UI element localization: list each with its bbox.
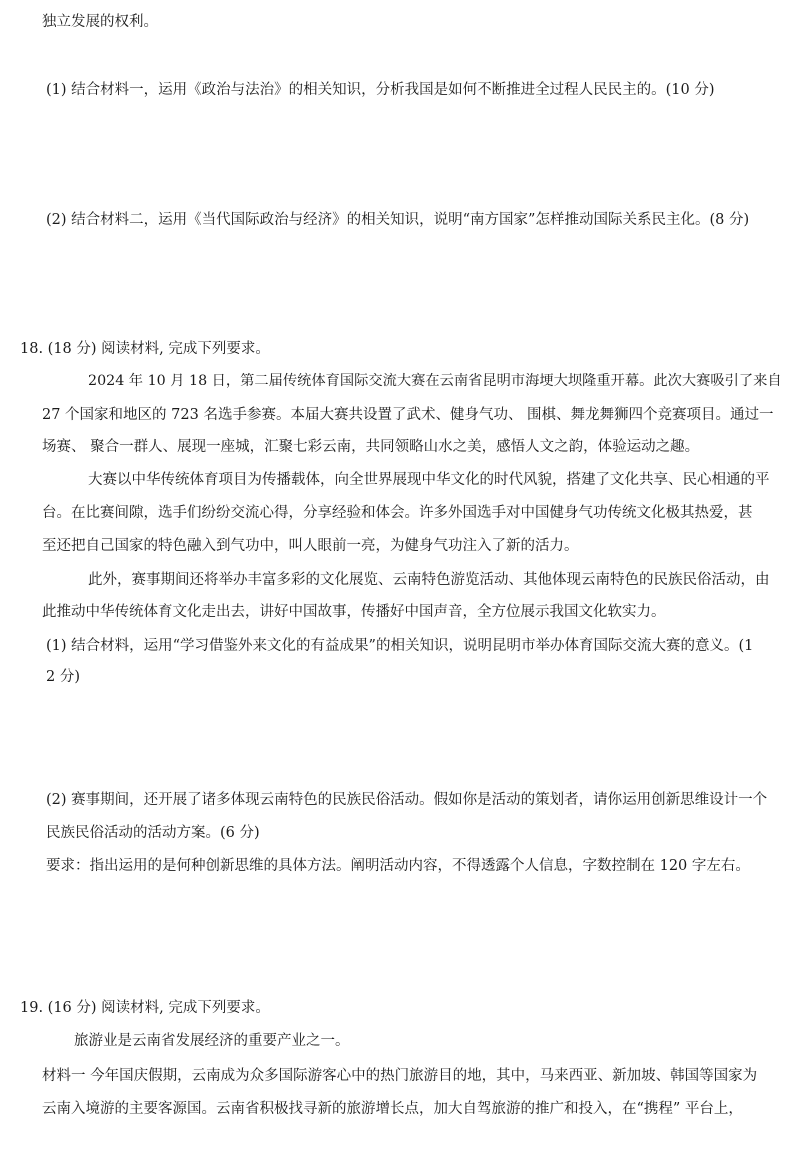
q18-subquestion-1-cont: 2 分) — [46, 669, 80, 685]
q18-material-line: 场赛、 聚合一群人、展现一座城，汇聚七彩云南，共同领略山水之美，感悟人文之韵，体验运动之趣。 — [42, 439, 700, 455]
q18-subquestion-2: (2) 赛事期间，还开展了诸多体现云南特色的民族民俗活动。假如你是活动的策划者，请你运用创新思维设计一个 — [46, 792, 768, 808]
q18-material-line: 台。在比赛间隙，选手们纷纷交流心得，分享经验和体会。许多外国选手对中国健身气功传统文化极其热爱，甚 — [42, 505, 753, 521]
q18-subquestion-2-cont: 民族民俗活动的活动方案。(6 分) — [46, 825, 260, 841]
q19-material-line: 云南入境游的主要客源国。云南省积极找寻新的旅游增长点，加大自驾旅游的推广和投入，在“携程” 平台上， — [42, 1101, 743, 1117]
q18-material-line: 大赛以中华传统体育项目为传播载体，向全世界展现中华文化的时代风貌，搭建了文化共享、民心相通的平 — [88, 472, 770, 488]
q18-material-line: 至还把自己国家的特色融入到气功中，叫人眼前一亮，为健身气功注入了新的活力。 — [42, 538, 579, 554]
q18-subquestion-1: (1) 结合材料，运用“学习借鉴外来文化的有益成果”的相关知识，说明昆明市举办体育国际交流大赛的意义。(1 — [46, 638, 754, 654]
q19-header: 19. (16 分) 阅读材料, 完成下列要求。 — [20, 1000, 270, 1016]
q17-subquestion-2: (2) 结合材料二，运用《当代国际政治与经济》的相关知识，说明“南方国家”怎样推动国际关系民主化。(8 分) — [46, 212, 750, 228]
q17-carryover-text: 独立发展的权利。 — [42, 14, 158, 30]
q18-material-line: 此推动中华传统体育文化走出去，讲好中国故事，传播好中国声音，全方位展示我国文化软实力。 — [42, 604, 666, 620]
q19-material-line: 材料一 今年国庆假期，云南成为众多国际游客心中的热门旅游目的地，其中，马来西亚、新加坡、韩国等国家为 — [42, 1068, 758, 1084]
q17-subquestion-1: (1) 结合材料一，运用《政治与法治》的相关知识，分析我国是如何不断推进全过程人民民主的。(10 分) — [46, 82, 715, 98]
q18-header: 18. (18 分) 阅读材料, 完成下列要求。 — [20, 341, 270, 357]
q18-material-line: 此外，赛事期间还将举办丰富多彩的文化展览、云南特色游览活动、其他体现云南特色的民族民俗活动，由 — [88, 572, 770, 588]
q19-intro: 旅游业是云南省发展经济的重要产业之一。 — [74, 1033, 350, 1049]
q18-material-line: 27 个国家和地区的 723 名选手参赛。本届大赛共设置了武术、健身气功、 围棋、舞龙舞狮四个竞赛项目。通过一 — [42, 407, 774, 423]
q18-material-line: 2024 年 10 月 18 日，第二届传统体育国际交流大赛在云南省昆明市海埂大坝隆重开幕。此次大赛吸引了来自 — [88, 373, 782, 389]
q18-requirement: 要求：指出运用的是何种创新思维的具体方法。阐明活动内容，不得透露个人信息，字数控制在 120 字左右。 — [46, 858, 750, 874]
